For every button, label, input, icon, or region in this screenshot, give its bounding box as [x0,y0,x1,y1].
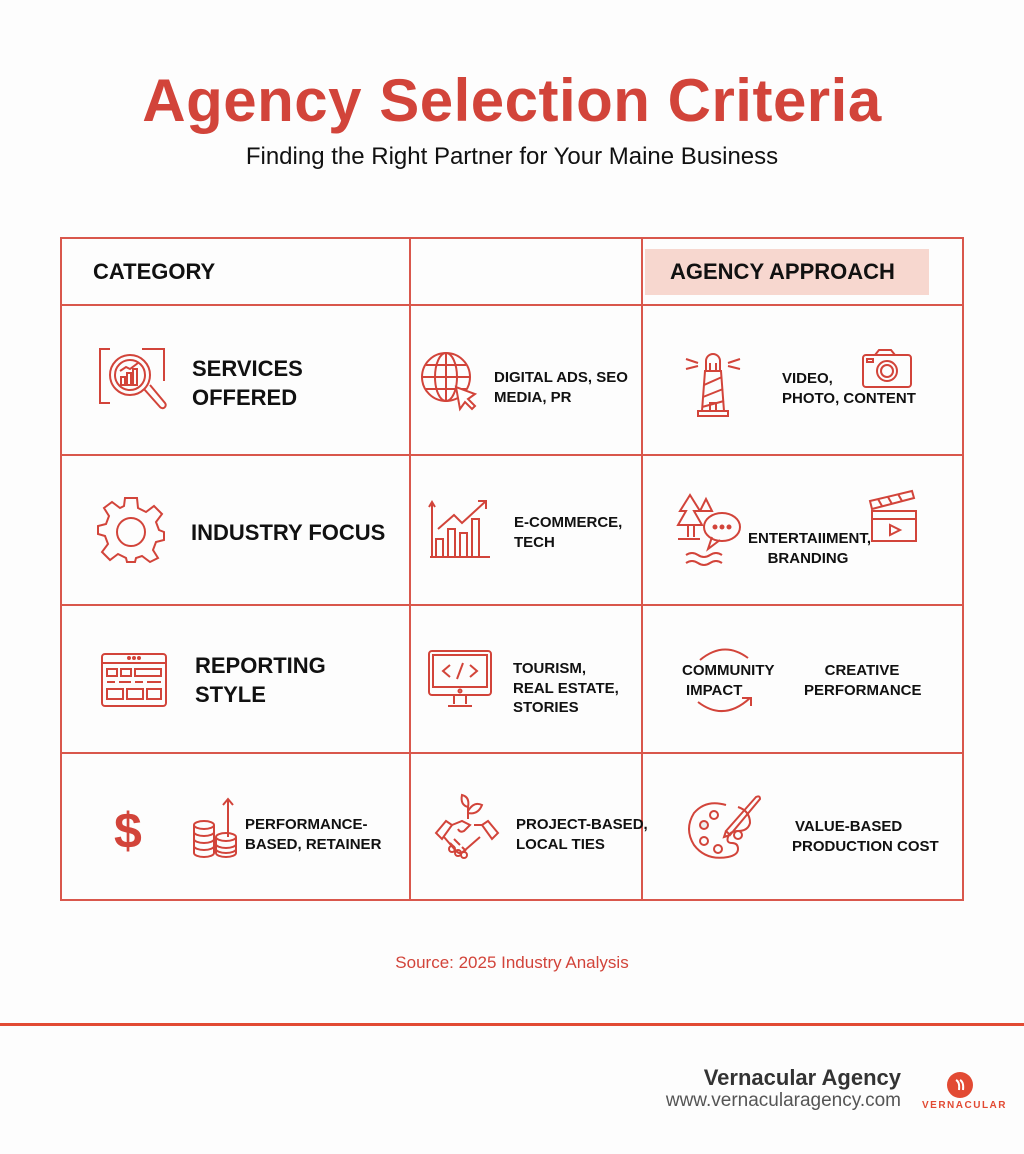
palette-icon [686,791,764,861]
logo-wordmark: VERNACULAR [922,1100,1007,1111]
page-subtitle: Finding the Right Partner for Your Maine Business [245,143,779,170]
approach-value-a: COMMUNITY IMPACT [682,662,775,699]
footer-divider [0,1023,1024,1026]
pricing-category-value: PERFORMANCE- BASED, RETAINER [245,816,382,853]
dollar-icon: $ [114,803,142,859]
row-divider [62,304,962,306]
lighthouse-icon [684,351,742,419]
approach-value: VALUE-BASED PRODUCTION COST [792,818,939,855]
globe-cursor-icon [420,351,478,417]
services-value: DIGITAL ADS, SEO MEDIA, PR [494,369,628,406]
reporting-value: TOURISM, REAL ESTATE, STORIES [513,660,619,716]
approach-value-b: CREATIVE PERFORMANCE [804,662,922,699]
approach-value: ENTERTAIIMENT, BRANDING [748,530,872,567]
coins-arrow-icon [192,797,242,859]
category-label: SERVICES OFFERED [192,356,303,410]
column-divider [641,239,643,899]
category-label: INDUSTRY FOCUS [191,520,386,545]
page-title: Agency Selection Criteria [142,67,882,134]
criteria-table [60,237,964,901]
column-header-agency-approach: AGENCY APPROACH [670,259,895,284]
row-divider [62,604,962,606]
gear-icon [96,496,166,564]
dashboard-window-icon [101,653,167,707]
column-divider [409,239,411,899]
brand-name: Vernacular Agency [703,1065,901,1090]
pricing-value: PROJECT-BASED, LOCAL TIES [516,816,648,853]
approach-value: VIDEO, PHOTO, CONTENT [782,370,916,407]
trees-chat-icon [676,493,748,567]
source-note: Source: 2025 Industry Analysis [395,953,629,972]
magnifier-chart-icon [98,347,170,413]
row-divider [62,454,962,456]
industry-value: E-COMMERCE, TECH [514,514,623,551]
row-divider [62,752,962,754]
column-header-category: CATEGORY [93,259,216,284]
monitor-code-icon [428,650,494,710]
handshake-plant-icon [434,793,500,861]
growth-chart-icon [428,499,492,559]
brand-url[interactable]: www.vernacularagency.com [665,1090,901,1111]
category-label: REPORTING STYLE [195,653,326,707]
clapperboard-icon [868,489,918,545]
vernacular-logo-icon [947,1072,973,1098]
